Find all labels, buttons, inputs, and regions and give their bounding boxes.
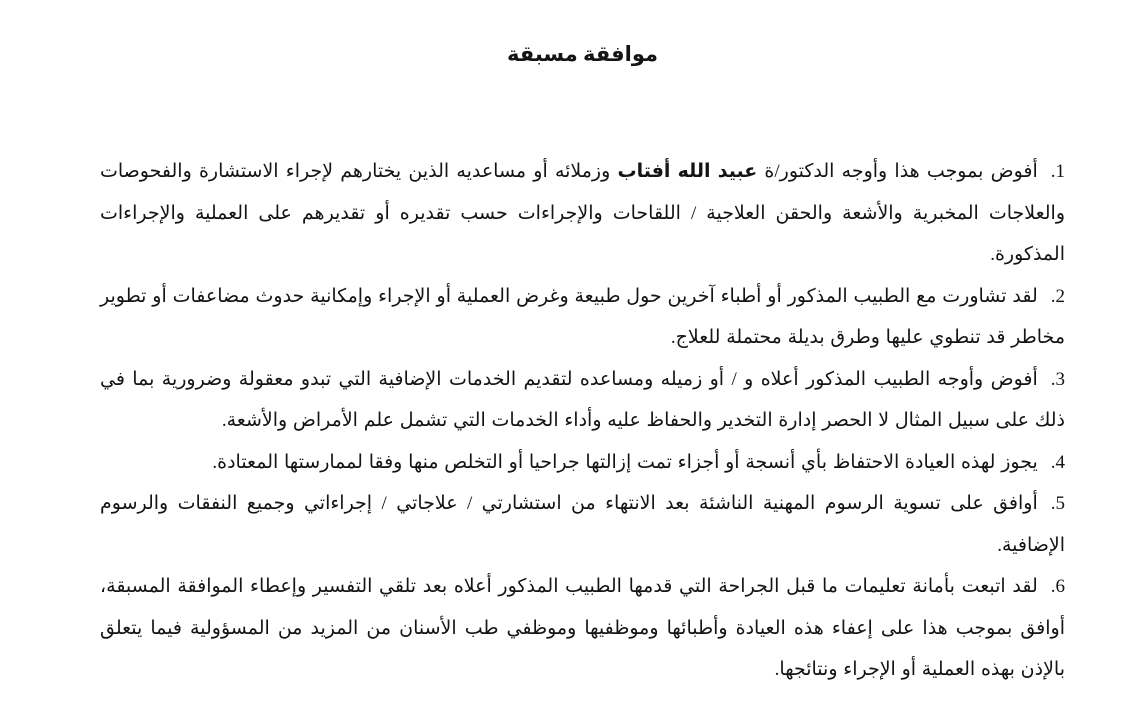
consent-text-segment: لقد اتبعت بأمانة تعليمات ما قبل الجراحة التي قدمها الطبيب المذكور أعلاه بعد تلقي التفسير وإعطاء الموافقة المسبقة، أوافق بموجب هذا على إعفاء هذه العيادة وأطبائها وموظفيها وموظفي طب الأسنان من المزيد من المسؤولية فيما يتعلق بالإذن بهذه العملية أو الإجراء ونتائجها. (100, 576, 1065, 680)
list-item-number: 2. (1050, 285, 1065, 307)
list-item-text (212, 452, 1037, 473)
list-item-text (100, 369, 1065, 432)
consent-list-item (100, 566, 1065, 691)
consent-text-segment: أفوض وأوجه الطبيب المذكور أعلاه و / أو زميله ومساعده لتقديم الخدمات الإضافية التي تبدو معقولة وضرورية بما في ذلك على سبيل المثال لا الحصر إدارة التخدير والحفاظ عليه وأداء الخدمات التي تشمل علم الأمراض والأشعة. (100, 368, 1065, 431)
consent-list-item (100, 359, 1065, 442)
consent-list-item (100, 276, 1065, 359)
list-item-number: 4. (1050, 451, 1065, 473)
consent-list-item (100, 151, 1065, 276)
consent-text-segment: أفوض بموجب هذا وأوجه الدكتور/ة (757, 161, 1038, 182)
consent-text-segment: لقد تشاورت مع الطبيب المذكور أو أطباء آخرين حول طبيعة وغرض العملية أو الإجراء وإمكانية حدوث مضاعفات أو تطوير مخاطر قد تنطوي عليها وطرق بديلة محتملة للعلاج. (100, 285, 1065, 348)
doctor-name: عبيد الله أفتاب (617, 161, 758, 182)
list-item-text (100, 493, 1065, 556)
consent-text-segment: يجوز لهذه العيادة الاحتفاظ بأي أنسجة أو أجزاء تمت إزالتها جراحيا أو التخلص منها وفقا لممارستها المعتادة. (212, 451, 1038, 473)
consent-text-segment: أوافق على تسوية الرسوم المهنية الناشئة بعد الانتهاء من استشارتي / علاجاتي / إجراءاتي وجميع النفقات والرسوم الإضافية. (100, 493, 1065, 556)
list-item-number: 1. (1050, 161, 1065, 182)
list-item-text (100, 161, 1065, 265)
list-item-text (100, 286, 1065, 349)
consent-list (100, 151, 1065, 691)
consent-text-segment: وزملائه أو مساعديه الذين يختارهم لإجراء الاستشارة والفحوصات والعلاجات المخبرية والأشعة والحقن العلاجية / اللقاحات والإجراءات حسب تقديره أو تقديرهم على العملية والإجراءات المذكورة. (100, 161, 1065, 265)
page-title: موافقة مسبقة (506, 42, 658, 66)
consent-list-item (100, 483, 1065, 566)
list-item-number: 3. (1050, 368, 1065, 390)
list-item-text (100, 576, 1065, 680)
list-item-number: 5. (1050, 493, 1065, 514)
consent-list-item (100, 442, 1065, 484)
list-item-number: 6. (1050, 576, 1065, 597)
